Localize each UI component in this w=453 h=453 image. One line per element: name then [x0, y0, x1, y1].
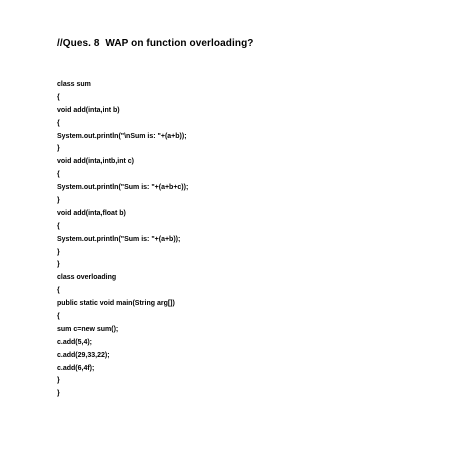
code-line: c.add(6,4f); — [57, 364, 95, 372]
code-line: { — [57, 119, 60, 127]
code-line: class sum — [57, 81, 91, 88]
code-line: System.out.println("Sum is: "+(a+b+c)); — [57, 184, 189, 192]
code-line: { — [57, 287, 60, 295]
code-line: c.add(29,33,22); — [57, 351, 110, 359]
code-line: } — [57, 390, 60, 398]
code-line: class overloading — [57, 274, 117, 282]
code-line: { — [57, 222, 60, 230]
code-line: void add(inta,int b) — [57, 106, 120, 114]
code-line: } — [57, 377, 60, 385]
code-line: System.out.println("\nSum is: "+(a+b)); — [57, 132, 187, 140]
code-listing — [57, 79, 188, 401]
code-line: } — [57, 248, 60, 256]
code-line: System.out.println("Sum is: "+(a+b)); — [57, 235, 181, 243]
code-line: { — [57, 93, 60, 101]
code-line: } — [57, 261, 60, 269]
code-line: { — [57, 313, 60, 321]
code-line: } — [57, 197, 60, 205]
code-line: } — [57, 145, 60, 153]
question-title: //Ques. 8 WAP on function overloading? — [57, 38, 254, 49]
code-line: { — [57, 171, 60, 179]
code-line: void add(inta,intb,int c) — [57, 158, 134, 166]
code-line: void add(inta,float b) — [57, 209, 126, 217]
code-line: public static void main(String arg[]) — [57, 300, 175, 308]
code-line: c.add(5,4); — [57, 338, 93, 346]
code-line: sum c=new sum(); — [57, 325, 119, 333]
